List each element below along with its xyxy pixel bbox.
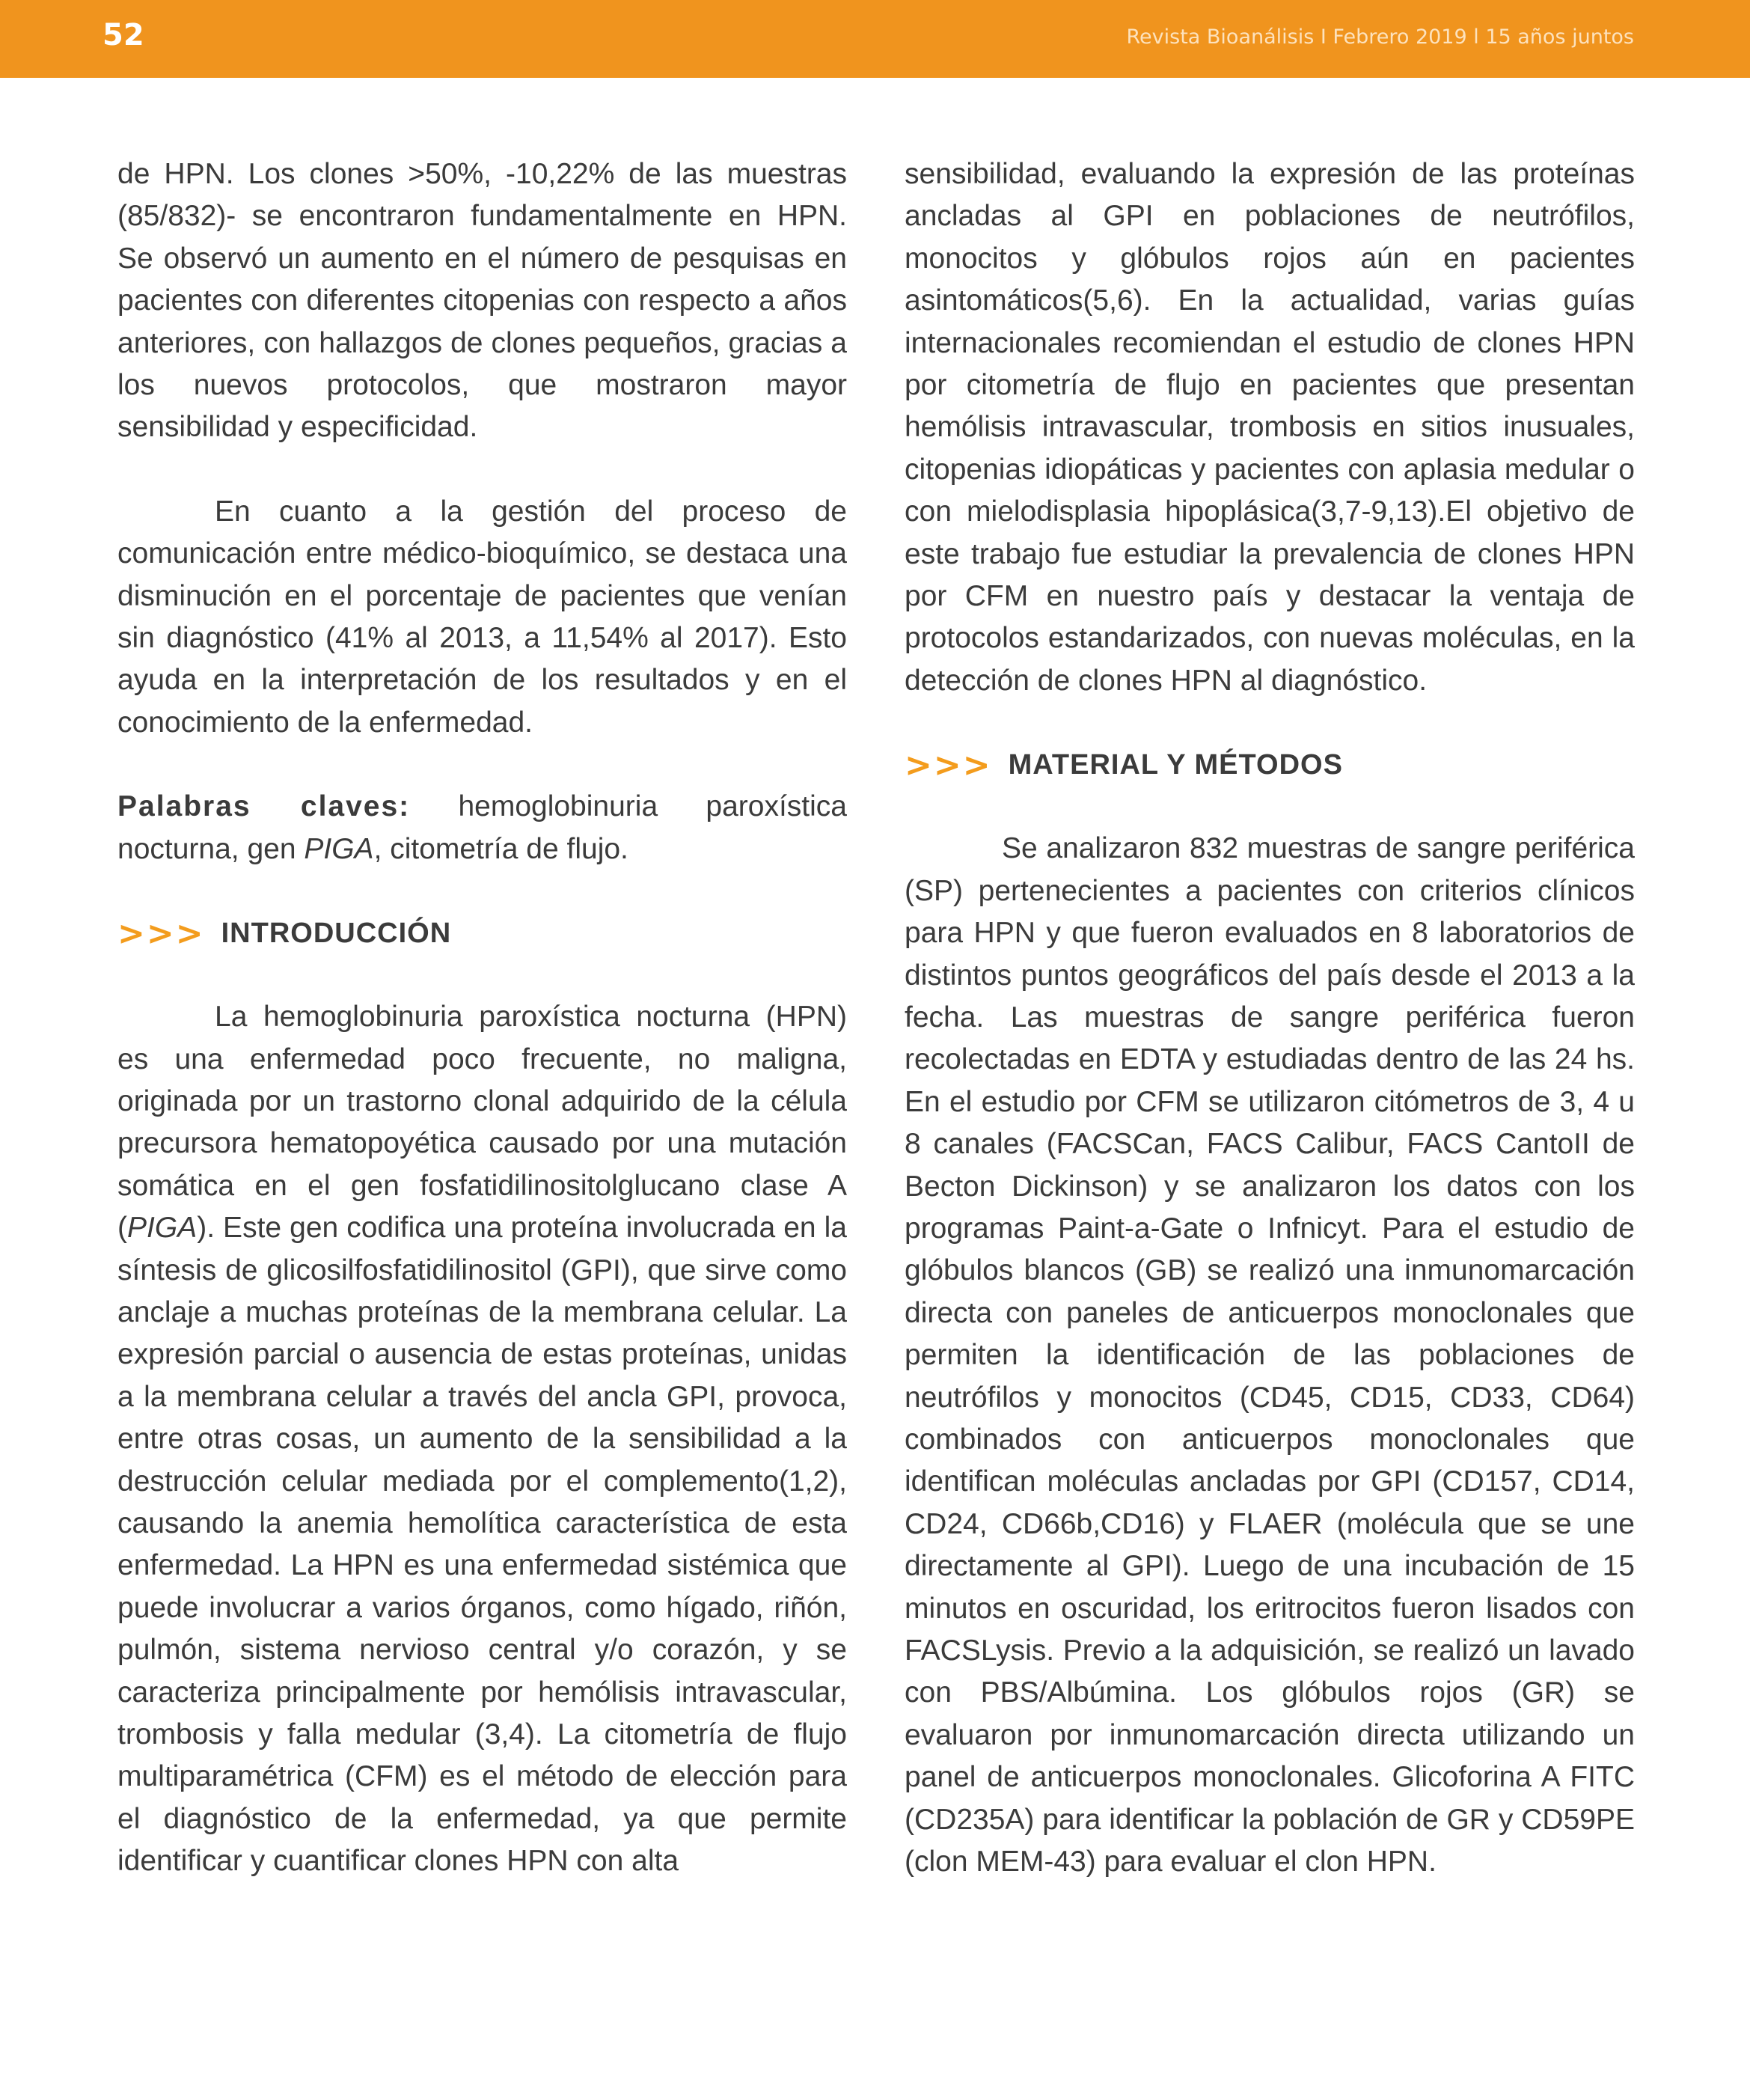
section-heading-material-metodos [905,744,1635,786]
triple-chevron-icon: >>> [117,914,205,953]
journal-title: Revista Bioanálisis I Febrero 2019 l 15 años juntos [1126,25,1634,49]
intro-text-cont: ). Este gen codifica una proteína involucrada en la síntesis de glicosilfosfatidilinositol (GPI), que sirve como anclaje a muchas proteínas de la membrana celular. La expresión parcial o ausencia de estas proteínas, unidas a la membrana celular a través del ancla GPI, provoca, entre otras cosas, un aumento de la sensibilidad a la destrucción celular mediada por el complemento(1,2), causando la anemia hemolítica característica de esta enfermedad. La HPN es una enfermedad sistémica que puede involucrar a varios órganos, como hígado, riñón, pulmón, sistema nervioso central y/o corazón, y se caracteriza principalmente por hemólisis intravascular, trombosis y falla medular (3,4). La citometría de flujo multiparamétrica (CFM) es el método de elección para el diagnóstico de la enfermedad, ya que permite identificar y cuantificar clones HPN con alta [117,1212,847,1878]
left-column [117,153,847,1883]
paragraph-introduction-cont: sensibilidad, evaluando la expresión de las proteínas ancladas al GPI en poblaciones de neutrófilos, monocitos y glóbulos rojos aún en pacientes asintomáticos(5,6). En la actualidad, varias guías internacionales recomiendan el estudio de clones HPN por citometría de flujo en pacientes que presentan hemólisis intravascular, trombosis en sitios inusuales, citopenias idiopáticas y pacientes con aplasia medular o con mielodisplasia hipoplásica(3,7-9,13).El objetivo de este trabajo fue estudiar la prevalencia de clones HPN por CFM en nuestro país y destacar la ventaja de protocolos estandarizados, con nuevas moléculas, en la detección de clones HPN al diagnóstico. [905,158,1635,697]
paragraph-summary-end: de HPN. Los clones >50%, -10,22% de las muestras (85/832)- se encontraron fundamentalmente en HPN. Se observó un aumento en el número de pesquisas en pacientes con diferentes citopenias con respecto a años anteriores, con hallazgos de clones pequeños, gracias a los nuevos protocolos, que mostraron mayor sensibilidad y especificidad. [117,158,847,444]
section-title: MATERIAL Y MÉTODOS [1008,748,1343,781]
intro-text: La hemoglobinuria paroxística nocturna (HPN) es una enfermedad poco frecuente, no maligna, originada por un trastorno clonal adquirido de la célula precursora hematopoyética causado por una mutación somática en el gen fosfatidilinositolglucano clase A ( [117,1001,847,1245]
section-title: INTRODUCCIÓN [221,917,452,949]
paragraph-communication: En cuanto a la gestión del proceso de comunicación entre médico-bioquímico, se destaca una disminución en el porcentaje de pacientes que venían sin diagnóstico (41% al 2013, a 11,54% al 2017). Esto ayuda en la interpretación de los resultados y en el conocimiento de la enfermedad. [117,495,847,739]
paragraph-introduction [117,996,847,1883]
section-heading-introduccion [117,912,847,954]
right-column [905,153,1635,1883]
page-number: 52 [103,18,144,52]
keywords-text: hemoglobinuria paroxística nocturna, gen [117,790,847,865]
keywords-gene: PIGA [304,832,374,865]
paragraph-methods: Se analizaron 832 muestras de sangre periférica (SP) pertenecientes a pacientes con criterios clínicos para HPN y que fueron evaluados en 8 laboratorios de distintos puntos geográficos del país desde el 2013 a la fecha. Las muestras de sangre periférica fueron recolectadas en EDTA y estudiadas dentro de las 24 hs. En el estudio por CFM se utilizaron citómetros de 3, 4 u 8 canales (FACSCan, FACS Calibur, FACS CantoII de Becton Dickinson) y se analizaron los datos con los programas Paint-a-Gate o Infnicyt. Para el estudio de glóbulos blancos (GB) se realizó una inmunomarcación directa con paneles de anticuerpos monoclonales que permiten la identificación de las poblaciones de neutrófilos y monocitos (CD45, CD15, CD33, CD64) combinados con anticuerpos monoclonales que identifican moléculas ancladas por GPI (CD157, CD14, CD24, CD66b,CD16) y FLAER (molécula que se une directamente al GPI). Luego de una incubación de 15 minutos en oscuridad, los eritrocitos fueron lisados con FACSLysis. Previo a la adquisición, se realizó un lavado con PBS/Albúmina. Los glóbulos rojos (GR) se evaluaron por inmunomarcación directa utilizando un panel de anticuerpos monoclonales. Glicoforina A FITC (CD235A) para identificar la población de GR y CD59PE (clon MEM-43) para evaluar el clon HPN. [905,832,1635,1878]
keywords-text-end: , citometría de flujo. [373,832,628,865]
triple-chevron-icon: >>> [905,745,992,784]
keywords [117,786,847,870]
keywords-label: Palabras claves: [117,790,411,823]
intro-gene: PIGA [127,1212,198,1245]
header-bar [0,0,1750,78]
